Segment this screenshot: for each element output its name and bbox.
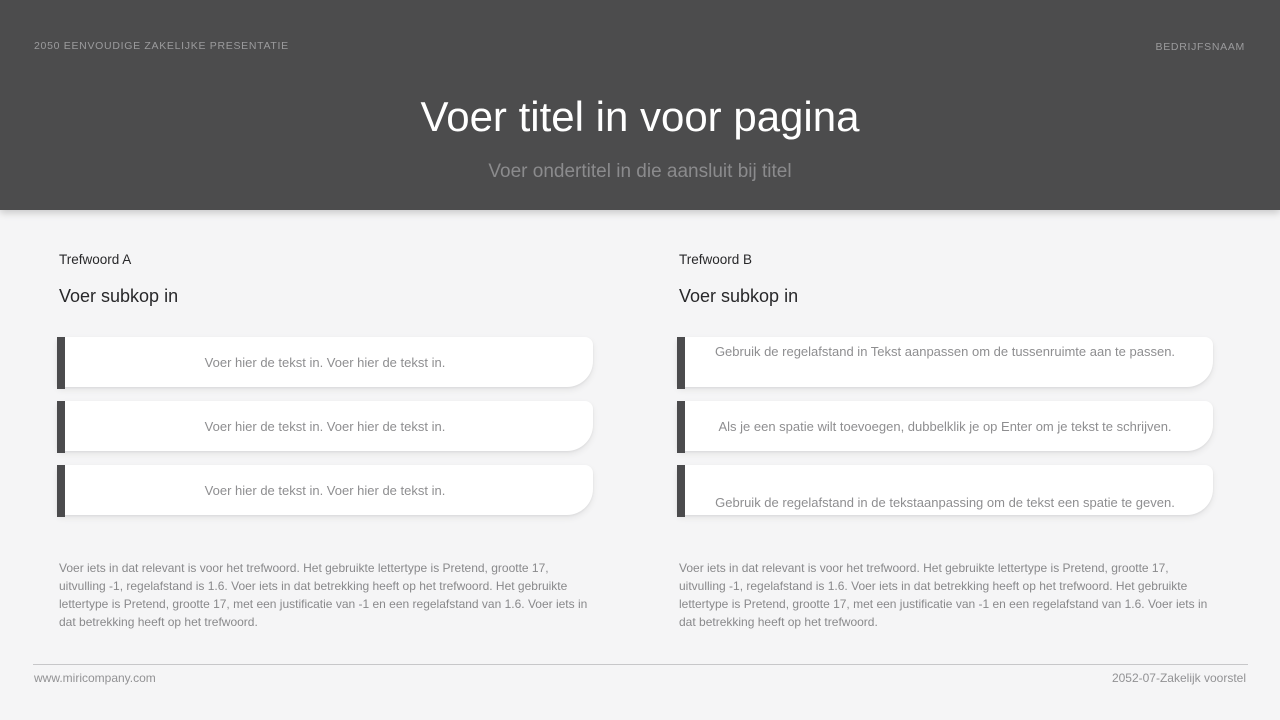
body-paragraph-a[interactable]: Voer iets in dat relevant is voor het trefwoord. Het gebruikte lettertype is Pretend, grootte 17, uitvulling -1, regelafstand is 1.6. Voer iets in dat betrekking heeft op het trefwoord. Het gebruikte lettertype is Pretend, grootte 17, met een justificatie van -1 en een regelafstand van 1.6. Voer iets in dat betrekking heeft op het trefwoord.	[59, 561, 588, 629]
footer-divider	[33, 664, 1248, 665]
text-box-label: Als je een spatie wilt toevoegen, dubbelklik je op Enter om je tekst te schrijven.	[718, 418, 1172, 434]
text-box-label: Gebruik de regelafstand in de tekstaanpassing om de tekst een spatie te geven.	[715, 495, 1175, 510]
text-box-label: Voer hier de tekst in. Voer hier de tekst in.	[204, 354, 446, 370]
text-box[interactable]	[677, 337, 1213, 387]
box-accent-bar	[57, 337, 65, 389]
footer-website[interactable]: www.miricompany.com	[34, 671, 156, 685]
text-box-label: Voer hier de tekst in. Voer hier de tekst in.	[204, 418, 446, 434]
page-title[interactable]: Voer titel in voor pagina	[420, 93, 860, 140]
keyword-label-b[interactable]: Trefwoord B	[679, 252, 753, 267]
subheading-b[interactable]: Voer subkop in	[679, 286, 799, 306]
keyword-label-a[interactable]: Trefwoord A	[59, 252, 132, 267]
column-b	[677, 210, 1213, 631]
text-box-list-b	[677, 337, 1213, 515]
text-box[interactable]	[57, 337, 593, 387]
body-paragraph-b[interactable]: Voer iets in dat relevant is voor het trefwoord. Het gebruikte lettertype is Pretend, grootte 17, uitvulling -1, regelafstand is 1.6. Voer iets in dat betrekking heeft op het trefwoord. Het gebruikte lettertype is Pretend, grootte 17, met een justificatie van -1 en een regelafstand van 1.6. Voer iets in dat betrekking heeft op het trefwoord.	[679, 561, 1208, 629]
text-box[interactable]	[677, 465, 1213, 515]
text-box[interactable]	[677, 401, 1213, 451]
footer-document-label[interactable]: 2052-07-Zakelijk voorstel	[1111, 671, 1246, 685]
text-box[interactable]	[57, 465, 593, 515]
box-accent-bar	[677, 337, 685, 389]
box-accent-bar	[57, 465, 65, 517]
subheading-a[interactable]: Voer subkop in	[59, 286, 179, 306]
page-subtitle[interactable]: Voer ondertitel in die aansluit bij titel	[488, 161, 792, 182]
box-accent-bar	[677, 465, 685, 517]
slide-content	[57, 210, 1213, 631]
header-band	[0, 0, 1280, 210]
box-accent-bar	[57, 401, 65, 453]
text-box[interactable]	[57, 401, 593, 451]
company-name[interactable]: BEDRIJFSNAAM	[1155, 41, 1245, 53]
text-box-label: Gebruik de regelafstand in Tekst aanpassen om de tussenruimte aan te passen.	[714, 344, 1176, 359]
box-accent-bar	[677, 401, 685, 453]
text-box-list-a	[57, 337, 593, 515]
presentation-kicker[interactable]: 2050 EENVOUDIGE ZAKELIJKE PRESENTATIE	[34, 40, 289, 52]
column-a	[57, 210, 593, 631]
text-box-label: Voer hier de tekst in. Voer hier de tekst in.	[204, 482, 446, 498]
